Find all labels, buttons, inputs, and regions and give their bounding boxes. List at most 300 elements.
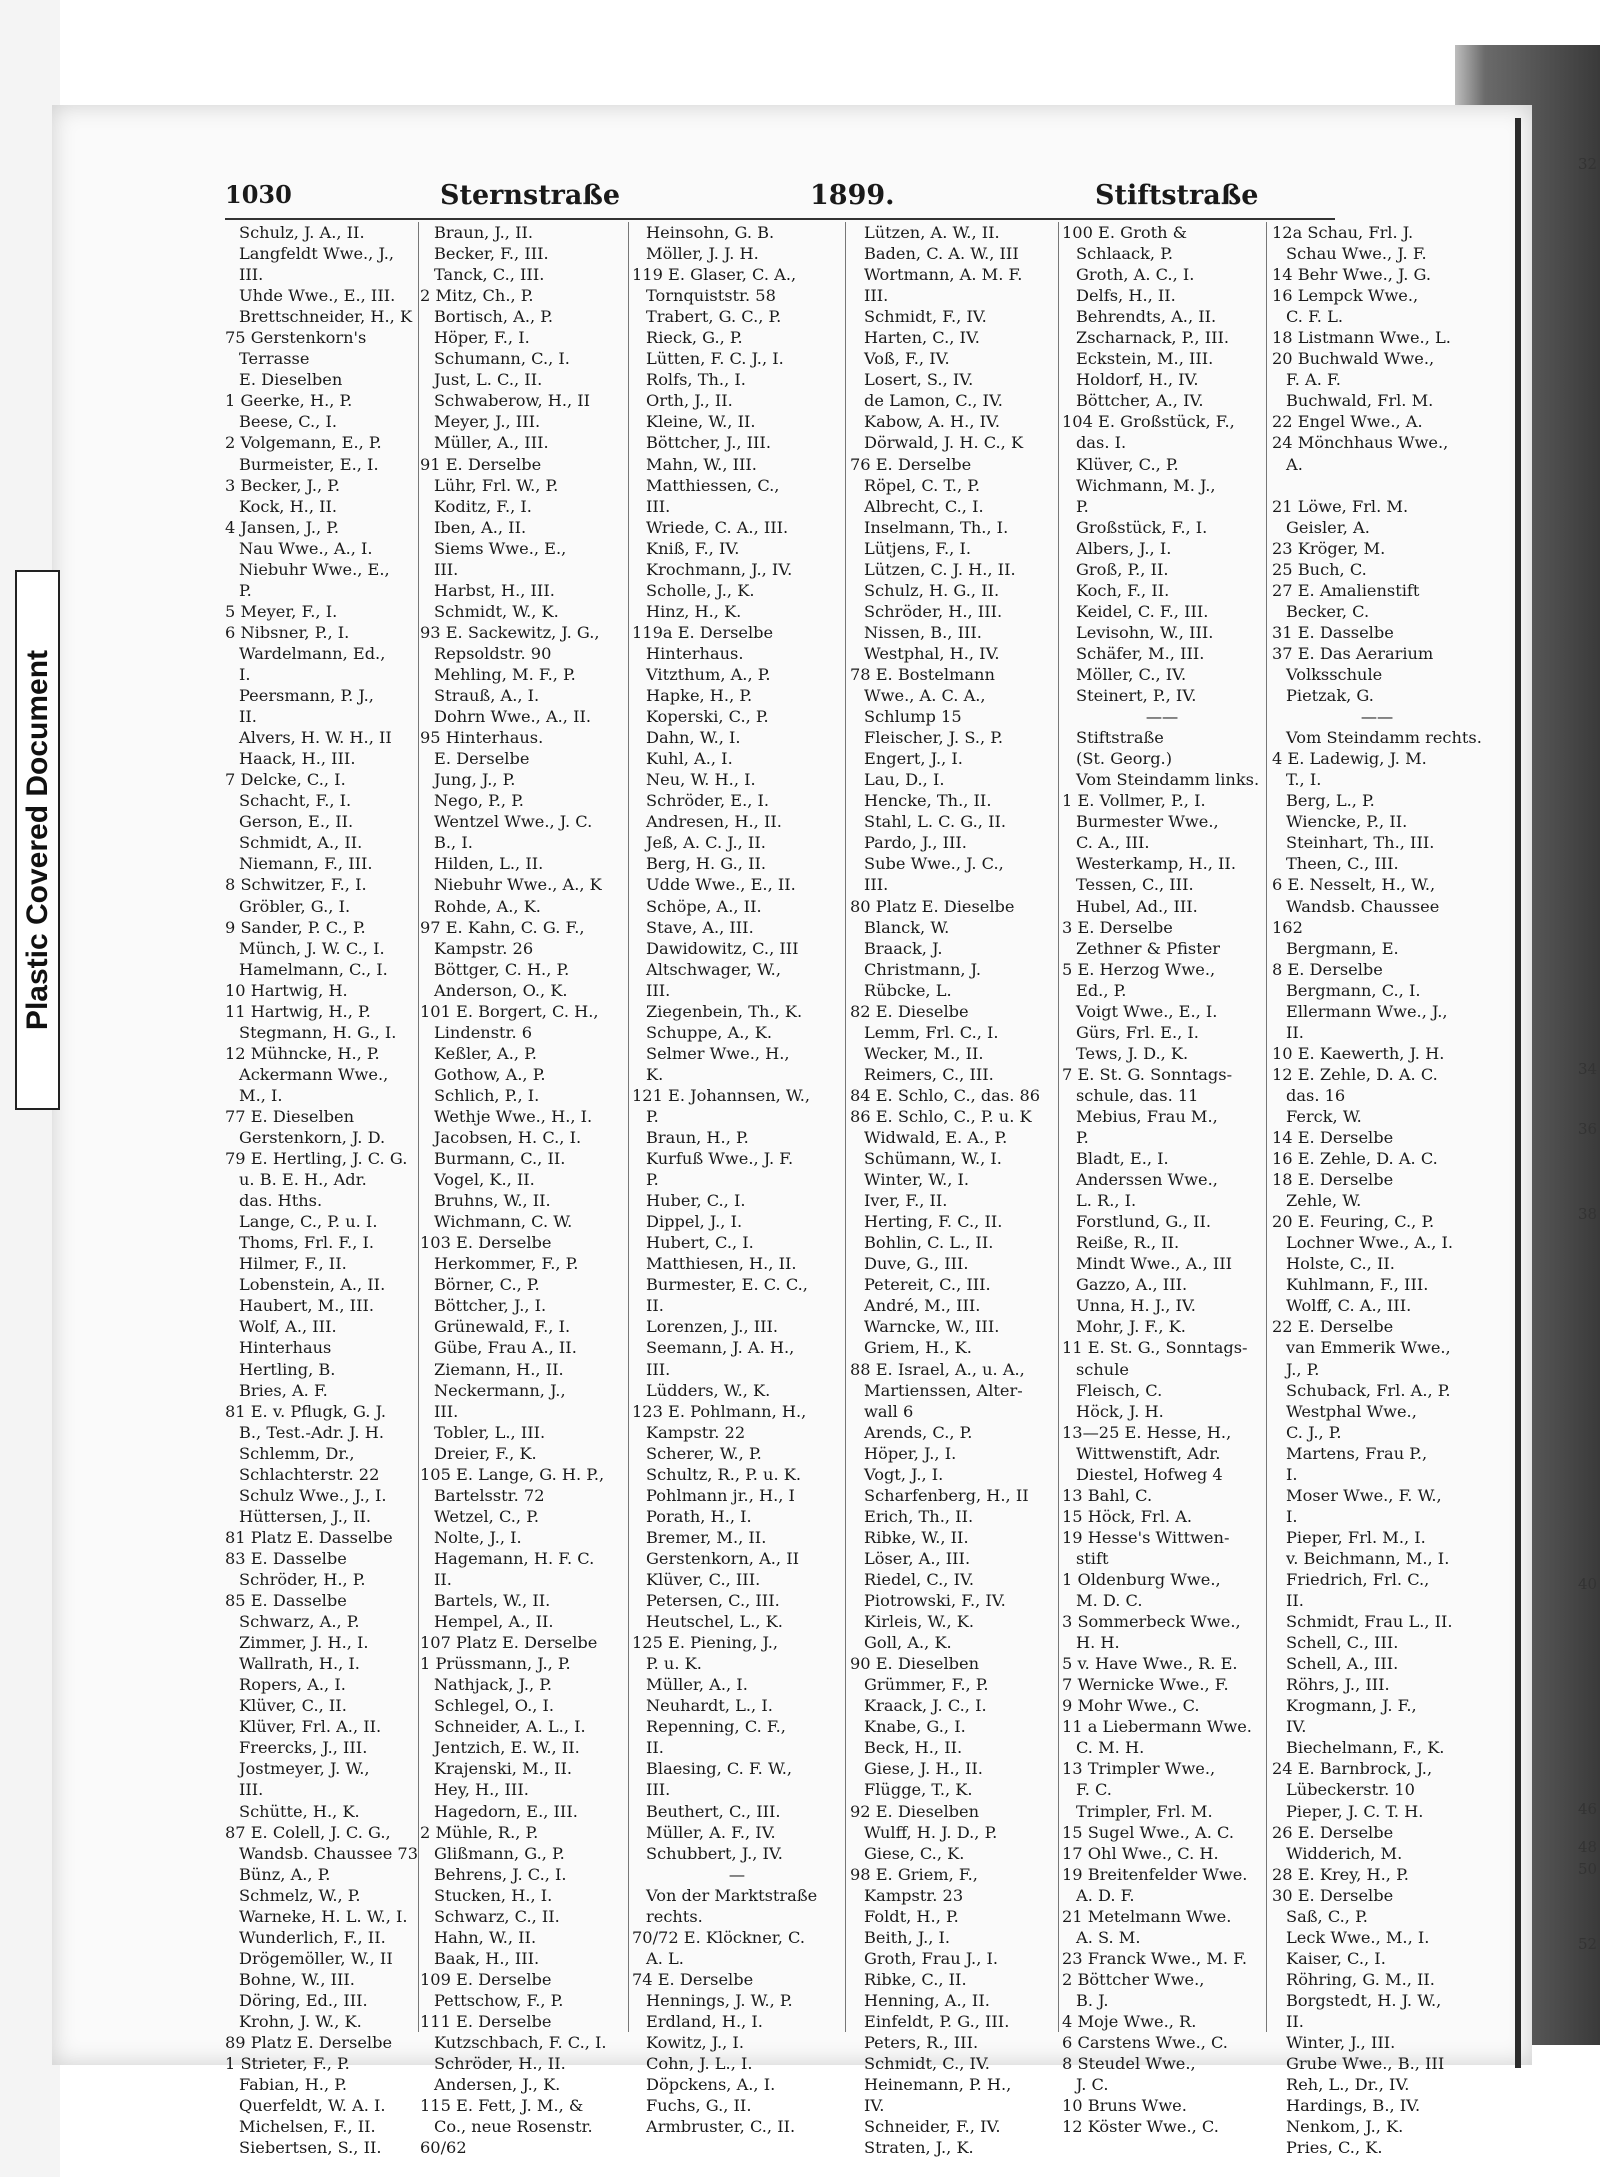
directory-entry: B., Test.-Adr. J. H.: [239, 1422, 384, 1442]
directory-entry: Grube Wwe., B., III: [1286, 2054, 1445, 2074]
directory-entry: III.: [864, 875, 889, 895]
directory-entry: Knabe, G., I.: [864, 1717, 966, 1737]
directory-entry: Schuppe, A., K.: [646, 1022, 772, 1042]
directory-entry: II.: [646, 1296, 664, 1316]
directory-entry: Herting, F. C., II.: [864, 1212, 1003, 1232]
margin-number: 40: [1578, 1575, 1598, 1593]
column-divider: [1058, 222, 1059, 2032]
directory-entry: Schneider, F., IV.: [864, 2117, 1001, 2137]
directory-entry: 28 E. Krey, H., P.: [1272, 1864, 1409, 1884]
directory-entry: 21 Metelmann Wwe.: [1062, 1906, 1232, 1926]
directory-entry: Vitzthum, A., P.: [646, 664, 771, 684]
directory-entry: Rolfs, Th., I.: [646, 370, 746, 390]
directory-entry: Holste, C., II.: [1286, 1254, 1395, 1274]
directory-entry: Gothow, A., P.: [434, 1064, 546, 1084]
directory-entry: P.: [1076, 1128, 1089, 1148]
directory-entry: Wandsb. Chaussee 73: [239, 1843, 419, 1863]
directory-entry: Albers, J., I.: [1076, 538, 1172, 558]
directory-entry: Pohlmann jr., H., I: [646, 1485, 795, 1505]
directory-entry: 17 Ohl Wwe., C. H.: [1062, 1843, 1219, 1863]
directory-entry: Mohr, J. F., K.: [1076, 1317, 1186, 1337]
directory-column-6: [1272, 222, 1482, 2158]
directory-entry: P.: [646, 1106, 659, 1126]
directory-entry: Bergmann, C., I.: [1286, 980, 1421, 1000]
directory-entry: F. A. F.: [1286, 370, 1341, 390]
directory-entry: Stiftstraße: [1076, 728, 1164, 748]
plastic-covered-label-text: Plastic Covered Document: [20, 649, 54, 1031]
directory-entry: Glißmann, G., P.: [434, 1843, 565, 1863]
directory-entry: A. D. F.: [1076, 1885, 1135, 1905]
directory-entry: Warneke, H. L. W., I.: [239, 1906, 408, 1926]
directory-entry: 60/62: [420, 2138, 467, 2158]
directory-entry: Friedrich, Frl. C.,: [1286, 1570, 1430, 1589]
directory-entry: Dörwald, J. H. C., K: [864, 433, 1024, 453]
directory-entry: 1 Oldenburg Wwe.,: [1062, 1570, 1221, 1589]
directory-entry: Goll, A., K.: [864, 1633, 952, 1653]
directory-entry: Bremer, M., II.: [646, 1527, 767, 1547]
directory-entry: Pettschow, F., P.: [434, 1990, 564, 2010]
directory-entry: Kampstr. 22: [646, 1422, 746, 1442]
directory-entry: Nau Wwe., A., I.: [239, 538, 373, 558]
directory-entry: Klüver, Frl. A., II.: [239, 1717, 382, 1737]
directory-entry: Lindenstr. 6: [434, 1022, 533, 1042]
margin-number: 48: [1578, 1838, 1598, 1856]
directory-entry: Steinert, P., IV.: [1076, 686, 1197, 706]
directory-entry: Mehling, M. F., P.: [434, 664, 576, 684]
directory-entry: Döpckens, A., I.: [646, 2075, 776, 2095]
directory-entry: Drögemöller, W., II: [239, 1948, 393, 1968]
directory-entry: Christmann, J.: [864, 959, 982, 979]
directory-entry: Burmeister, E., I.: [239, 454, 379, 474]
directory-entry: III.: [239, 1780, 264, 1800]
directory-entry: 97 E. Kahn, C. G. F.,: [420, 917, 585, 937]
directory-entry: Wetzel, C., P.: [434, 1506, 539, 1526]
directory-entry: 7 Delcke, C., I.: [225, 770, 346, 790]
directory-entry: (St. Georg.): [1076, 749, 1173, 769]
directory-entry: P.: [646, 1170, 659, 1190]
directory-entry: Lühr, Frl. W., P.: [434, 475, 559, 495]
directory-entry: Koch, F., II.: [1076, 580, 1170, 600]
directory-entry: Bartels, W., II.: [434, 1591, 551, 1611]
directory-entry: Wichmann, C. W.: [434, 1212, 573, 1232]
directory-entry: III.: [646, 496, 671, 516]
directory-entry: Kowitz, J., I.: [646, 2033, 744, 2053]
directory-entry: Ziegenbein, Th., K.: [646, 1001, 803, 1021]
directory-entry: Seemann, J. A. H.,: [646, 1338, 795, 1358]
directory-entry: Kock, H., II.: [239, 496, 338, 516]
directory-entry: Piotrowski, F., IV.: [864, 1591, 1006, 1611]
directory-entry: Wriede, C. A., III.: [646, 517, 789, 537]
directory-entry: Lau, D., I.: [864, 770, 945, 790]
directory-entry: Schneider, A. L., I.: [434, 1717, 586, 1737]
directory-entry: Jung, J., P.: [434, 770, 516, 790]
directory-entry: Winter, J., III.: [1286, 2033, 1396, 2053]
directory-entry: Thoms, Frl. F., I.: [239, 1233, 375, 1253]
directory-entry: 100 E. Groth &: [1062, 223, 1188, 242]
directory-entry: Hinterhaus.: [646, 643, 744, 663]
directory-entry: Hagemann, H. F. C.: [434, 1548, 595, 1568]
directory-entry: Wulff, H. J. D., P.: [864, 1822, 998, 1842]
directory-entry: Schell, C., III.: [1286, 1633, 1399, 1653]
directory-entry: Forstlund, G., II.: [1076, 1212, 1212, 1232]
directory-entry: Buchwald, Frl. M.: [1286, 391, 1434, 411]
directory-entry: Höper, F., I.: [434, 328, 530, 348]
directory-entry: Heinsohn, G. B.: [646, 223, 775, 242]
directory-entry: 12 Mühncke, H., P.: [225, 1043, 380, 1063]
directory-entry: Wolf, A., III.: [239, 1317, 337, 1337]
column-divider: [418, 222, 419, 2032]
directory-entry: Orth, J., II.: [646, 391, 733, 411]
directory-entry: Gerstenkorn, J. D.: [239, 1128, 386, 1148]
directory-entry: 23 Kröger, M.: [1272, 538, 1386, 558]
directory-entry: Böttcher, J., III.: [646, 433, 771, 453]
directory-entry: Schmidt, C., IV.: [864, 2054, 990, 2074]
directory-entry: Klüver, C., P.: [1076, 454, 1179, 474]
directory-entry: Schwarz, C., II.: [434, 1906, 560, 1926]
directory-entry: Möller, J. J. H.: [646, 244, 759, 264]
directory-entry: Kurfuß Wwe., J. F.: [646, 1149, 794, 1169]
directory-entry: Schmidt, F., IV.: [864, 307, 987, 327]
directory-entry: 30 E. Derselbe: [1272, 1885, 1394, 1905]
directory-entry: Trabert, G. C., P.: [646, 307, 782, 327]
directory-entry: III.: [646, 980, 671, 1000]
directory-column-1: [225, 222, 419, 2158]
directory-entry: Blanck, W.: [864, 917, 950, 937]
directory-entry: Heinemann, P. H.,: [864, 2075, 1012, 2095]
directory-entry: 1 Strieter, F., P.: [225, 2054, 350, 2074]
directory-entry: II.: [434, 1570, 452, 1589]
directory-entry: Bergmann, E.: [1286, 938, 1399, 958]
directory-entry: Porath, H., I.: [646, 1506, 752, 1526]
directory-entry: Borgstedt, H. J. W.,: [1286, 1990, 1442, 2010]
directory-entry: Röhrs, J., III.: [1286, 1675, 1390, 1695]
directory-entry: Zimmer, J. H., I.: [239, 1633, 369, 1653]
directory-entry: Terrasse: [239, 349, 310, 369]
directory-entry: Jostmeyer, J. W.,: [239, 1759, 370, 1779]
directory-entry: Böttcher, A., IV.: [1076, 391, 1204, 411]
directory-entry: Krogmann, J. F.,: [1286, 1696, 1417, 1716]
directory-entry: 12a Schau, Frl. J.: [1272, 223, 1414, 242]
directory-entry: Arends, C., P.: [864, 1422, 973, 1442]
directory-entry: Giese, C., K.: [864, 1843, 965, 1863]
directory-entry: Böttcher, J., I.: [434, 1296, 547, 1316]
directory-entry: Nissen, B., III.: [864, 622, 982, 642]
directory-entry: Bartelsstr. 72: [434, 1485, 545, 1505]
directory-entry: II.: [1286, 1022, 1304, 1042]
directory-entry: 11 Hartwig, H., P.: [225, 1001, 371, 1021]
directory-entry: Co., neue Rosenstr.: [434, 2117, 593, 2137]
directory-entry: ——: [1360, 707, 1394, 727]
directory-entry: Dreier, F., K.: [434, 1443, 537, 1463]
directory-entry: Inselmann, Th., I.: [864, 517, 1009, 537]
directory-entry: Großstück, F., I.: [1076, 517, 1208, 537]
directory-entry: 88 E. Israel, A., u. A.,: [850, 1359, 1025, 1379]
directory-entry: Bünz, A., P.: [239, 1864, 331, 1884]
directory-entry: wall 6: [864, 1401, 914, 1421]
directory-entry: 5 E. Herzog Wwe.,: [1062, 959, 1216, 979]
directory-entry: Ferck, W.: [1286, 1106, 1362, 1126]
directory-entry: 23 Franck Wwe., M. F.: [1062, 1948, 1248, 1968]
directory-entry: Herkommer, F., P.: [434, 1254, 579, 1274]
directory-entry: 24 E. Barnbrock, J.,: [1272, 1759, 1433, 1779]
directory-entry: Mebius, Frau M.,: [1076, 1106, 1218, 1126]
directory-entry: Nego, P., P.: [434, 791, 524, 811]
directory-entry: K.: [646, 1064, 664, 1084]
directory-entry: Kleine, W., II.: [646, 412, 756, 432]
directory-entry: Hagedorn, E., III.: [434, 1801, 578, 1821]
directory-entry: Bladt, E., I.: [1076, 1149, 1169, 1169]
directory-entry: C. J., P.: [1286, 1422, 1342, 1442]
directory-entry: Peersmann, P. J.,: [239, 686, 374, 706]
directory-entry: Heutschel, L., K.: [646, 1612, 783, 1632]
directory-entry: Beck, H., II.: [864, 1738, 963, 1758]
directory-entry: Schröder, H., II.: [434, 2054, 566, 2074]
directory-entry: Mindt Wwe., A., III: [1076, 1254, 1233, 1274]
directory-entry: 3 Becker, J., P.: [225, 475, 341, 495]
directory-entry: L. R., I.: [1076, 1191, 1137, 1211]
directory-entry: Niebuhr Wwe., A., K: [434, 875, 602, 895]
directory-entry: P.: [239, 580, 252, 600]
directory-entry: Westphal, H., IV.: [864, 643, 1000, 663]
directory-entry: Bohlin, C. L., II.: [864, 1233, 994, 1253]
header-rule: [225, 218, 1335, 220]
directory-entry: Ziemann, H., II.: [434, 1359, 564, 1379]
directory-entry: Wentzel Wwe., J. C.: [434, 812, 593, 832]
directory-entry: P. u. K.: [646, 1654, 702, 1674]
directory-entry: Schwaberow, H., II: [434, 391, 591, 411]
year-heading: 1899.: [810, 180, 895, 211]
directory-entry: 15 Sugel Wwe., A. C.: [1062, 1822, 1234, 1842]
directory-entry: 31 E. Dasselbe: [1272, 622, 1394, 642]
directory-entry: Harbst, H., III.: [434, 580, 555, 600]
directory-entry: Hey, H., III.: [434, 1780, 529, 1800]
directory-entry: 92 E. Dieselben: [850, 1801, 980, 1821]
directory-entry: Petersen, C., III.: [646, 1591, 780, 1611]
directory-entry: Lützen, C. J. H., II.: [864, 559, 1016, 579]
directory-entry: Schulz Wwe., J., I.: [239, 1485, 387, 1505]
directory-entry: Eckstein, M., III.: [1076, 349, 1214, 369]
directory-entry: 14 Behr Wwe., J. G.: [1272, 265, 1432, 285]
directory-entry: Kampstr. 23: [864, 1885, 964, 1905]
directory-entry: 121 E. Johannsen, W.,: [632, 1085, 811, 1105]
directory-entry: Scherer, W., P.: [646, 1443, 762, 1463]
directory-entry: Rohde, A., K.: [434, 896, 541, 916]
directory-entry: 10 Bruns Wwe.: [1062, 2096, 1187, 2116]
directory-entry: III.: [239, 265, 264, 285]
directory-entry: Warncke, W., III.: [864, 1317, 1000, 1337]
directory-entry: Wortmann, A. M. F.: [864, 265, 1023, 285]
directory-entry: 37 E. Das Aerarium: [1272, 643, 1434, 663]
directory-entry: Rieck, G., P.: [646, 328, 743, 348]
directory-entry: Behrens, J. C., I.: [434, 1864, 567, 1884]
directory-entry: Hilmer, F., II.: [239, 1254, 347, 1274]
directory-entry: Kampstr. 26: [434, 938, 534, 958]
directory-entry: Hencke, Th., II.: [864, 791, 992, 811]
directory-entry: Westerkamp, H., II.: [1076, 854, 1236, 874]
directory-entry: Anderssen Wwe.,: [1076, 1170, 1218, 1190]
directory-entry: Groth, A. C., I.: [1076, 265, 1195, 285]
directory-entry: M. D. C.: [1076, 1591, 1143, 1611]
directory-entry: Klüver, C., II.: [239, 1696, 347, 1716]
directory-entry: E. Dieselben: [239, 370, 343, 390]
directory-entry: 85 E. Dasselbe: [225, 1591, 347, 1611]
directory-entry: F. C.: [1076, 1780, 1112, 1800]
directory-entry: Jentzich, E. W., II.: [434, 1738, 580, 1758]
directory-entry: Schmidt, W., K.: [434, 601, 559, 621]
directory-entry: Strauß, A., I.: [434, 686, 540, 706]
directory-entry: Ribke, W., II.: [864, 1527, 969, 1547]
directory-entry: Moser Wwe., F. W.,: [1286, 1485, 1442, 1505]
directory-entry: Krajenski, M., II.: [434, 1759, 573, 1779]
directory-entry: Riedel, C., IV.: [864, 1570, 974, 1589]
directory-entry: 115 E. Fett, J. M., &: [420, 2096, 584, 2116]
directory-entry: 82 E. Dieselbe: [850, 1001, 969, 1021]
directory-entry: 77 E. Dieselben: [225, 1106, 355, 1126]
directory-entry: Zethner & Pfister: [1076, 938, 1221, 958]
directory-entry: Hinz, H., K.: [646, 601, 742, 621]
directory-entry: Schulz, H. G., II.: [864, 580, 1000, 600]
directory-entry: H. H.: [1076, 1633, 1120, 1653]
directory-entry: Hinterhaus: [239, 1338, 332, 1358]
directory-entry: Ropers, A., I.: [239, 1675, 346, 1695]
directory-entry: Schacht, F., I.: [239, 791, 352, 811]
directory-entry: Theen, C., III.: [1286, 854, 1399, 874]
directory-entry: Biechelmann, F., K.: [1286, 1738, 1445, 1758]
directory-entry: 24 Mönchhaus Wwe.,: [1272, 433, 1449, 453]
directory-entry: Lobenstein, A., II.: [239, 1275, 386, 1295]
directory-entry: 119 E. Glaser, C. A.,: [632, 265, 797, 285]
directory-entry: Dippel, J., I.: [646, 1212, 743, 1232]
directory-entry: A. S. M.: [1076, 1927, 1141, 1947]
column-divider: [1266, 222, 1267, 2032]
margin-number: 36: [1578, 1120, 1598, 1138]
directory-entry: Henning, A., II.: [864, 1990, 990, 2010]
directory-entry: Becker, C.: [1286, 601, 1370, 621]
directory-entry: Stave, A., III.: [646, 917, 754, 937]
directory-entry: Niebuhr Wwe., E.,: [239, 559, 390, 579]
directory-entry: Koperski, C., P.: [646, 707, 769, 727]
directory-entry: Wethje Wwe., H., I.: [434, 1106, 593, 1126]
directory-entry: Trimpler, Frl. M.: [1076, 1801, 1213, 1821]
directory-entry: Haack, H., III.: [239, 749, 356, 769]
margin-number: 32: [1578, 155, 1598, 173]
directory-entry: Schütte, H., K.: [239, 1801, 360, 1821]
directory-entry: 27 E. Amalienstift: [1272, 580, 1420, 600]
directory-entry: Gerson, E., II.: [239, 812, 354, 832]
directory-entry: v. Beichmann, M., I.: [1286, 1548, 1450, 1568]
directory-entry: Dohrn Wwe., A., II.: [434, 707, 592, 727]
directory-entry: Schwarz, A., P.: [239, 1612, 360, 1632]
directory-entry: rechts.: [646, 1906, 703, 1926]
directory-entry: van Emmerik Wwe.,: [1286, 1338, 1451, 1358]
directory-entry: 12 Köster Wwe., C.: [1062, 2117, 1219, 2137]
directory-entry: Zscharnack, P., III.: [1076, 328, 1230, 348]
directory-entry: 76 E. Derselbe: [850, 454, 972, 474]
directory-entry: Schubbert, J., IV.: [646, 1843, 783, 1863]
directory-entry: III.: [646, 1359, 671, 1379]
directory-entry: Berg, L., P.: [1286, 791, 1375, 811]
directory-entry: 26 E. Derselbe: [1272, 1822, 1394, 1842]
directory-entry: Bries, A. F.: [239, 1380, 328, 1400]
directory-entry: 10 Hartwig, H.: [225, 980, 348, 1000]
directory-entry: Wolff, C. A., III.: [1286, 1296, 1412, 1316]
directory-entry: II.: [239, 707, 257, 727]
directory-entry: 74 E. Derselbe: [632, 1969, 754, 1989]
directory-entry: A. L.: [646, 1948, 684, 1968]
directory-entry: 13—25 E. Hesse, H.,: [1062, 1422, 1232, 1442]
directory-entry: das. I.: [1076, 433, 1127, 453]
directory-entry: Bortisch, A., P.: [434, 307, 554, 327]
directory-entry: Peters, R., III.: [864, 2033, 979, 2053]
directory-entry: 87 E. Colell, J. C. G.,: [225, 1822, 391, 1842]
directory-entry: Kraack, J. C., I.: [864, 1696, 987, 1716]
directory-entry: 9 Sander, P. C., P.: [225, 917, 366, 937]
page-number: 1030: [225, 180, 292, 209]
directory-entry: 22 Engel Wwe., A.: [1272, 412, 1423, 432]
directory-entry: Kaiser, C., I.: [1286, 1948, 1386, 1968]
directory-entry: Wallrath, H., I.: [239, 1654, 360, 1674]
directory-entry: J., P.: [1286, 1359, 1320, 1379]
directory-entry: Losert, S., IV.: [864, 370, 974, 390]
directory-entry: Iben, A., II.: [434, 517, 527, 537]
directory-entry: 12 E. Zehle, D. A. C.: [1272, 1064, 1438, 1084]
directory-entry: 20 Buchwald Wwe.,: [1272, 349, 1435, 369]
directory-entry: 6 Nibsner, P., I.: [225, 622, 350, 642]
directory-entry: Zehle, W.: [1286, 1191, 1362, 1211]
directory-entry: Kirleis, W., K.: [864, 1612, 975, 1632]
directory-entry: II.: [646, 1738, 664, 1758]
directory-entry: 79 E. Hertling, J. C. G.: [225, 1149, 408, 1169]
directory-entry: Delfs, H., II.: [1076, 286, 1176, 306]
directory-entry: Udde Wwe., E., II.: [646, 875, 796, 895]
directory-entry: Pietzak, G.: [1286, 686, 1374, 706]
directory-entry: Wandsb. Chaussee: [1286, 896, 1440, 916]
directory-entry: 6 Carstens Wwe., C.: [1062, 2033, 1228, 2053]
directory-entry: u. B. E. H., Adr.: [239, 1170, 367, 1190]
directory-entry: 1 Geerke, H., P.: [225, 391, 353, 411]
directory-entry: Baden, C. A. W., III: [864, 244, 1019, 264]
directory-entry: Blaesing, C. F. W.,: [646, 1759, 793, 1779]
directory-entry: Burmann, C., II.: [434, 1149, 566, 1169]
directory-entry: Einfeldt, P. G., III.: [864, 2011, 1010, 2031]
directory-entry: [1272, 475, 1482, 496]
directory-entry: Beuthert, C., III.: [646, 1801, 781, 1821]
directory-entry: 75 Gerstenkorn's: [225, 328, 367, 348]
directory-entry: Selmer Wwe., H.,: [646, 1043, 790, 1063]
directory-entry: Haubert, M., III.: [239, 1296, 375, 1316]
directory-entry: Wecker, M., II.: [864, 1043, 984, 1063]
directory-column-4: [850, 222, 1055, 2158]
directory-entry: Höper, J., I.: [864, 1443, 957, 1463]
directory-entry: 81 Platz E. Dasselbe: [225, 1527, 393, 1547]
directory-entry: 6 E. Nesselt, H., W.,: [1272, 875, 1436, 895]
directory-entry: Lütjens, F., I.: [864, 538, 971, 558]
directory-entry: C. M. H.: [1076, 1738, 1145, 1758]
directory-entry: Schau Wwe., J. F.: [1286, 244, 1427, 264]
directory-entry: Beith, J., I.: [864, 1927, 951, 1947]
directory-entry: B., I.: [434, 833, 473, 853]
directory-entry: Behrendts, A., II.: [1076, 307, 1217, 327]
directory-entry: A.: [1286, 454, 1303, 474]
directory-entry: Unna, H. J., IV.: [1076, 1296, 1196, 1316]
directory-entry: Lochner Wwe., A., I.: [1286, 1233, 1454, 1253]
directory-entry: Koditz, F., I.: [434, 496, 532, 516]
directory-entry: Pardo, J., III.: [864, 833, 967, 853]
directory-entry: Tornquiststr. 58: [646, 286, 776, 306]
directory-entry: Albrecht, C., I.: [864, 496, 984, 516]
directory-entry: Schmidt, A., II.: [239, 833, 363, 853]
directory-entry: 8 E. Derselbe: [1272, 959, 1383, 979]
